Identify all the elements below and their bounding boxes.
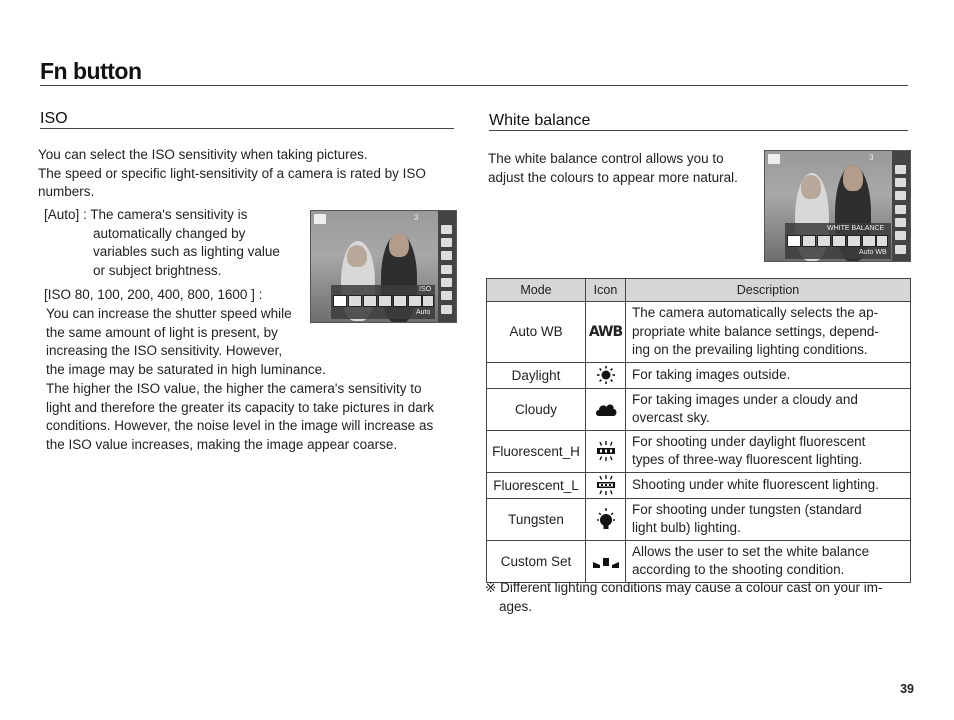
- wb-daylight-chip: [802, 235, 816, 247]
- iso-auto-line: [Auto] : The camera's sensitivity is: [44, 207, 248, 222]
- table-header-row: [487, 279, 911, 302]
- fluorescent-l-icon: [595, 474, 617, 496]
- wb-fluorescent-l-chip: [847, 235, 861, 247]
- iso-values-line: the ISO value increases, making the image appear coarse.: [46, 436, 398, 452]
- iso-values-line: You can increase the shutter speed while: [46, 306, 292, 321]
- cloudy-icon: [595, 401, 617, 417]
- description-cell: [626, 430, 911, 472]
- camera-side-icons: [438, 211, 456, 322]
- description-cell: [626, 388, 911, 430]
- tungsten-icon: [595, 507, 617, 531]
- description-line: according to the shooting condition.: [632, 562, 845, 577]
- col-header-description: Description: [626, 279, 911, 302]
- col-header-mode: Mode: [487, 279, 586, 302]
- mode-cell: Tungsten: [487, 498, 586, 540]
- wb-intro: [488, 150, 738, 187]
- fluorescent-h-icon: [595, 440, 617, 462]
- iso-values-line: light and therefore the greater its capacity to take pictures in dark: [46, 399, 434, 415]
- camera-mode-icon: [314, 214, 326, 224]
- iso-values-line: increasing the ISO sensitivity. However,: [46, 343, 283, 359]
- description-cell: [626, 362, 911, 388]
- custom-set-icon: [592, 555, 620, 569]
- mode-cell: Fluorescent_H: [487, 430, 586, 472]
- table-row: [487, 362, 911, 388]
- iso-auto-line: variables such as lighting value: [93, 244, 280, 260]
- iso-chip: [348, 295, 362, 307]
- table-row: [487, 498, 911, 540]
- wb-heading: White balance: [489, 112, 591, 129]
- note-mark: ※: [485, 580, 497, 595]
- iso-values-line: the same amount of light is present, by: [46, 324, 278, 340]
- icon-cell: [586, 498, 626, 540]
- icon-cell: [586, 362, 626, 388]
- iso-values-line: the image may be saturated in high luminance.: [46, 362, 326, 378]
- table-row: [487, 388, 911, 430]
- camera-side-icons: [892, 151, 910, 261]
- description-line: overcast sky.: [632, 410, 710, 425]
- wb-mode-table: [486, 278, 911, 583]
- iso-menu-title: ISO: [419, 286, 432, 293]
- table-row: [487, 540, 911, 582]
- photo-bride-face: [347, 245, 367, 267]
- wb-note: [485, 578, 883, 616]
- iso-values-line: The higher the ISO value, the higher the camera's sensitivity to: [46, 380, 422, 396]
- mode-cell: Custom Set: [487, 540, 586, 582]
- note-line: Different lighting conditions may cause a colour cast on your im-: [500, 580, 883, 595]
- iso-selected-label: Auto: [416, 309, 431, 316]
- title-rule: [40, 85, 908, 86]
- shot-counter: 3: [414, 213, 419, 222]
- description-line: propriate white balance settings, depend-: [632, 323, 879, 339]
- iso-chip: [422, 295, 434, 307]
- icon-cell: [586, 430, 626, 472]
- col-header-icon: Icon: [586, 279, 626, 302]
- iso-auto-chip: [333, 295, 347, 307]
- awb-icon: AWB: [588, 323, 623, 340]
- photo-groom-face: [843, 165, 863, 191]
- description-line: ing on the prevailing lighting conditions.: [632, 342, 868, 357]
- description-cell: [626, 498, 911, 540]
- icon-cell: [586, 540, 626, 582]
- camera-mode-icon: [768, 154, 780, 164]
- description-cell: [626, 302, 911, 363]
- wb-fluorescent-h-chip: [832, 235, 846, 247]
- daylight-icon: [596, 365, 616, 385]
- table-row: [487, 472, 911, 498]
- description-line: Shooting under white fluorescent lighting.: [632, 476, 879, 492]
- iso-heading: ISO: [40, 110, 68, 127]
- photo-groom-face: [389, 233, 409, 257]
- note-line: ages.: [499, 599, 533, 614]
- description-line: light bulb) lighting.: [632, 520, 741, 535]
- wb-cloudy-chip: [817, 235, 831, 247]
- iso-heading-rule: [40, 128, 454, 129]
- icon-cell: [586, 302, 626, 363]
- wb-intro-line: The white balance control allows you to: [488, 151, 724, 166]
- description-line: For shooting under tungsten (standard: [632, 501, 862, 517]
- iso-auto-line: or subject brightness.: [93, 263, 222, 279]
- description-cell: [626, 540, 911, 582]
- iso-chip: [363, 295, 377, 307]
- description-line: Allows the user to set the white balance: [632, 543, 870, 559]
- iso-chip: [378, 295, 392, 307]
- iso-intro: [38, 146, 426, 202]
- table-row: [487, 302, 911, 363]
- iso-auto-text: [44, 206, 280, 281]
- description-line: The camera automatically selects the ap-: [632, 305, 879, 320]
- iso-intro-line: The speed or specific light-sensitivity of a camera is rated by ISO: [38, 165, 426, 181]
- iso-values-head: [ISO 80, 100, 200, 400, 800, 1600 ] :: [44, 287, 263, 302]
- description-line: For shooting under daylight fluorescent: [632, 433, 866, 449]
- iso-chip: [393, 295, 407, 307]
- page-title: Fn button: [40, 58, 142, 84]
- wb-heading-rule: [489, 130, 908, 131]
- wb-custom-chip: [876, 235, 888, 247]
- mode-cell: Fluorescent_L: [487, 472, 586, 498]
- iso-auto-line: automatically changed by: [93, 225, 246, 241]
- iso-values-text: [46, 305, 434, 455]
- description-line: For taking images outside.: [632, 366, 791, 382]
- description-line: For taking images under a cloudy and: [632, 391, 858, 407]
- wb-intro-line: adjust the colours to appear more natural.: [488, 169, 738, 185]
- wb-camera-screen: [764, 150, 911, 262]
- shot-counter: 3: [869, 153, 874, 162]
- iso-intro-line: numbers.: [38, 184, 95, 200]
- wb-menu-title: WHITE BALANCE: [827, 225, 885, 232]
- icon-cell: [586, 388, 626, 430]
- iso-values-line: conditions. However, the noise level in the image will increase as: [46, 418, 434, 434]
- description-line: types of three-way fluorescent lighting.: [632, 452, 863, 467]
- mode-cell: Cloudy: [487, 388, 586, 430]
- description-cell: [626, 472, 911, 498]
- wb-awb-chip: [787, 235, 801, 247]
- iso-intro-line: You can select the ISO sensitivity when taking pictures.: [38, 147, 368, 162]
- photo-bride-face: [801, 175, 821, 199]
- iso-camera-screen: [310, 210, 457, 323]
- page-number: 39: [900, 682, 914, 696]
- mode-cell: Daylight: [487, 362, 586, 388]
- mode-cell: Auto WB: [487, 302, 586, 363]
- icon-cell: [586, 472, 626, 498]
- wb-tungsten-chip: [862, 235, 876, 247]
- wb-selected-label: Auto WB: [859, 249, 887, 256]
- iso-chip: [408, 295, 422, 307]
- table-row: [487, 430, 911, 472]
